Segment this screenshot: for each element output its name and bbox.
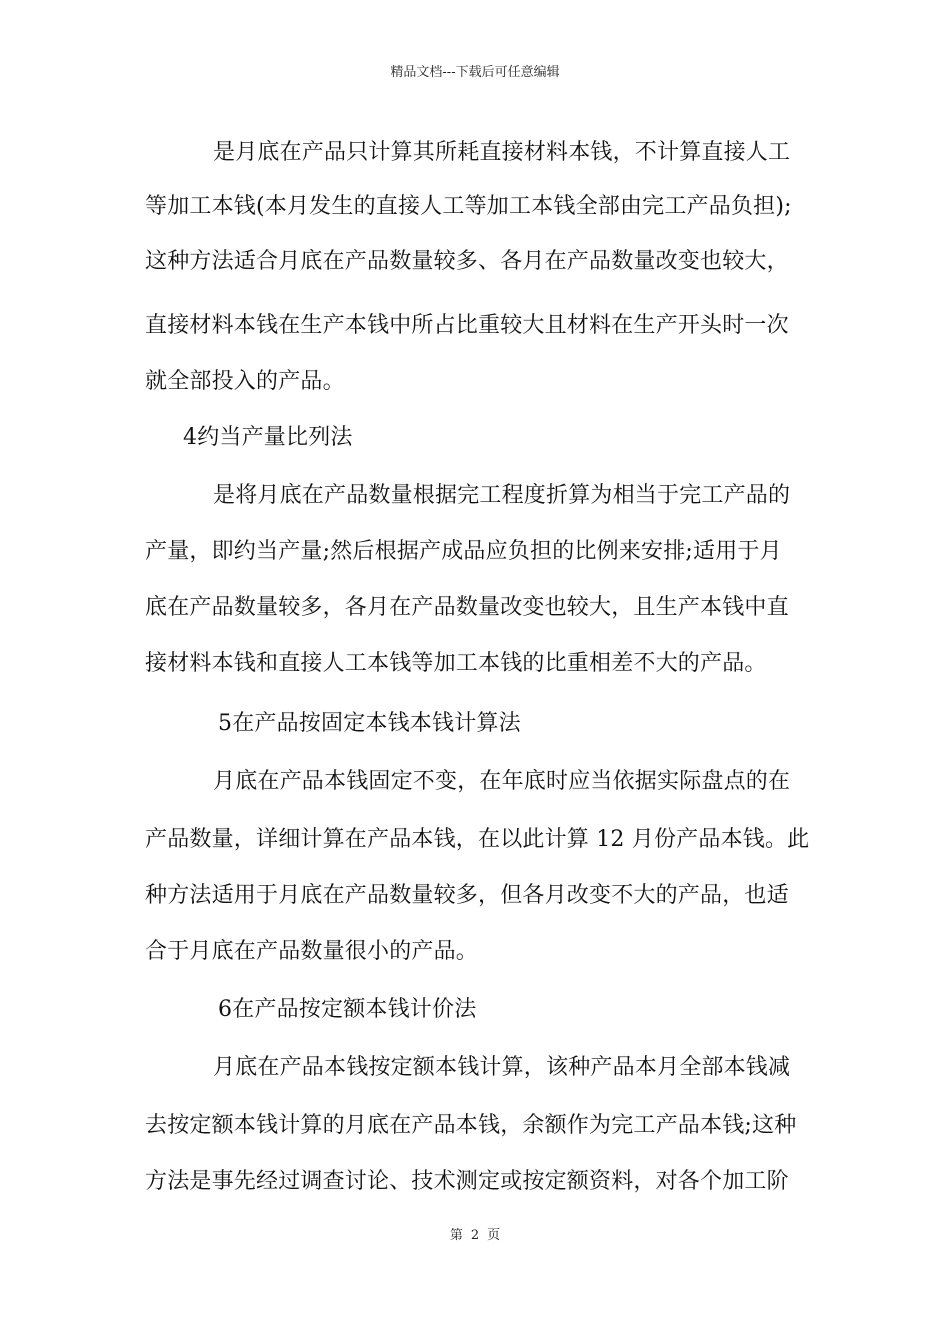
paragraph-line: 去按定额本钱计算的月底在产品本钱，余额作为完工产品本钱;这种 xyxy=(145,1113,797,1138)
paragraph-line: 这种方法适合月底在产品数量较多、各月在产品数量改变也较大， xyxy=(145,249,789,274)
section-heading-4: 4约当产量比列法 xyxy=(183,425,353,450)
paragraph-line: 接材料本钱和直接人工本钱等加工本钱的比重相差不大的产品。 xyxy=(145,651,767,676)
page-header: 精品文档---下载后可任意编辑 xyxy=(390,65,560,80)
paragraph-line: 合于月底在产品数量很小的产品。 xyxy=(145,939,479,964)
page-number-suffix: 页 xyxy=(487,1228,501,1243)
paragraph-line: 产量，即约当产量;然后根据产成品应负担的比例来安排;适用于月 xyxy=(145,539,782,564)
paragraph-line: 月底在产品本钱按定额本钱计算，该种产品本月全部本钱减 xyxy=(213,1055,791,1080)
page-number-prefix: 第 xyxy=(449,1228,463,1243)
paragraph-line: 是月底在产品只计算其所耗直接材料本钱，不计算直接人工 xyxy=(213,140,791,165)
section-heading-6: 6在产品按定额本钱计价法 xyxy=(218,997,477,1022)
section-heading-5: 5在产品按固定本钱本钱计算法 xyxy=(218,711,521,736)
paragraph-line: 等加工本钱(本月发生的直接人工等加工本钱全部由完工产品负担); xyxy=(145,194,792,219)
page-footer xyxy=(0,1227,950,1245)
paragraph-line: 就全部投入的产品。 xyxy=(145,369,345,394)
paragraph-line: 种方法适用于月底在产品数量较多，但各月改变不大的产品，也适 xyxy=(145,883,789,908)
paragraph-line: 底在产品数量较多，各月在产品数量改变也较大，且生产本钱中直 xyxy=(145,595,789,620)
paragraph-line: 月底在产品本钱固定不变，在年底时应当依据实际盘点的在 xyxy=(213,769,791,794)
paragraph-line: 产品数量，详细计算在产品本钱，在以此计算 12 月份产品本钱。此 xyxy=(145,827,810,852)
page-number: 2 xyxy=(470,1228,480,1243)
paragraph-line: 直接材料本钱在生产本钱中所占比重较大且材料在生产开头时一次 xyxy=(145,313,789,338)
paragraph-line: 是将月底在产品数量根据完工程度折算为相当于完工产品的 xyxy=(213,483,791,508)
paragraph-line: 方法是事先经过调查讨论、技术测定或按定额资料，对各个加工阶 xyxy=(145,1169,789,1194)
